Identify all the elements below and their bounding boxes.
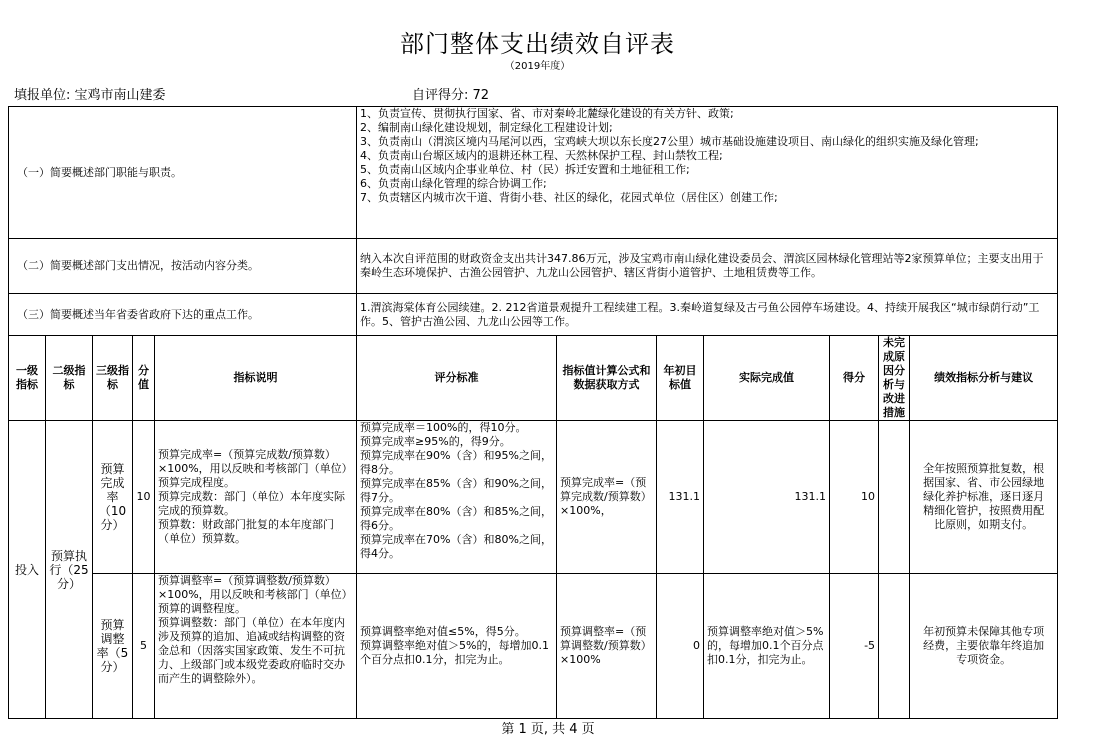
- section2-row: [9, 239, 1058, 294]
- section2-content: 纳入本次自评范围的财政资金支出共计347.86万元，涉及宝鸡市南山绿化建设委员会、渭滨区园林绿化管理站等2家预算单位；主要支出用于秦岭生态环境保护、古渔公园管护、九龙山公园管护、辖区背街小道管护、土地租赁费等工作。: [357, 239, 1058, 294]
- analysis-cell: 年初预算未保障其他专项经费，主要依靠年终追加专项资金。: [910, 574, 1058, 719]
- level1-cell: 投入: [9, 421, 46, 719]
- header-criteria: 评分标准: [357, 336, 557, 421]
- reason-cell: [879, 421, 910, 574]
- baseline-cell: 131.1: [657, 421, 704, 574]
- criteria-cell: 预算调整率绝对值≤5%，得5分。 预算调整率绝对值＞5%的，每增加0.1个百分点扣0.1分，扣完为止。: [357, 574, 557, 719]
- page-footer: 第 1 页, 共 4 页: [501, 722, 595, 737]
- reason-cell: [879, 574, 910, 719]
- section3-content: 1.渭滨海棠体育公园续建。2. 212省道景观提升工程续建工程。3.秦岭道复绿及古弓鱼公园停车场建设。4、持续开展我区“城市绿荫行动”工作。5、管护古渔公园、九龙山公园等工作。: [357, 294, 1058, 336]
- table-row: [9, 421, 1058, 574]
- section1-row: [9, 107, 1058, 239]
- header-description: 指标说明: [155, 336, 357, 421]
- baseline-cell: 0: [657, 574, 704, 719]
- header-actual: 实际完成值: [704, 336, 830, 421]
- formula-cell: 预算完成率=（预算完成数/预算数）×100%，: [557, 421, 657, 574]
- header-level2: 二级指标: [46, 336, 93, 421]
- section3-label: （三）简要概述当年省委省政府下达的重点工作。: [9, 294, 357, 336]
- header-row: [9, 336, 1058, 421]
- header-level1: 一级指标: [9, 336, 46, 421]
- description-cell: 预算调整率=（预算调整数/预算数）×100%，用以反映和考核部门（单位）预算的调整程度。 预算调整数：部门（单位）在本年度内涉及预算的追加、追减或结构调整的资金总和（因落实国家政策、发生不可抗力、上级部门或本级党委政府临时交办而产生的调整除外）。: [158, 574, 353, 685]
- actual-cell: 131.1: [704, 421, 830, 574]
- header-formula: 指标值计算公式和数据获取方式: [557, 336, 657, 421]
- analysis-cell: 全年按照预算批复数，根据国家、省、市公园绿地绿化养护标准，逐日逐月精细化管护，按照费用配比原则，如期支付。: [910, 421, 1058, 574]
- section1-content: 1、负责宣传、贯彻执行国家、省、市对秦岭北麓绿化建设的有关方针、政策; 2、编制南山绿化建设规划，制定绿化工程建设计划; 3、负责南山（渭滨区境内马尾河以西，宝鸡峡大坝以东长度27公里）城市基础设施建设项目、南山绿化的组织实施及绿化管理; 4、负责南山台塬区域内的退耕还林工程、天然林保护工程、封山禁牧工程; 5、负责南山区域内企事业单位、村（民）拆迁安置和土地征租工作; 6、负责南山绿化管理的综合协调工作; 7、负责辖区内城市次干道、背街小巷、社区的绿化，花园式单位（居住区）创建工作;: [357, 107, 1058, 239]
- formula-cell: 预算调整率=（预算调整数/预算数）×100%: [557, 574, 657, 719]
- criteria-cell: 预算完成率＝100%的，得10分。 预算完成率≥95%的，得9分。 预算完成率在90%（含）和95%之间，得8分。 预算完成率在85%（含）和90%之间，得7分。 预算完成率在80%（含）和85%之间，得6分。 预算完成率在70%（含）和80%之间，得4分。: [360, 421, 552, 560]
- self-score: 自评得分: 72: [412, 88, 490, 103]
- section2-label: （二）简要概述部门支出情况，按活动内容分类。: [9, 239, 357, 294]
- points-cell: 5: [133, 574, 155, 719]
- points-cell: 10: [133, 421, 155, 574]
- header-baseline: 年初目标值: [657, 336, 704, 421]
- score-cell: 10: [830, 421, 879, 574]
- level2-cell: 预算执行（25分）: [46, 421, 93, 719]
- table-row: [9, 574, 1058, 719]
- header-level3: 三级指标: [93, 336, 133, 421]
- fill-unit: 填报单位: 宝鸡市南山建委: [14, 88, 166, 103]
- header-reason: 未完成原因分析与改进措施: [879, 336, 910, 421]
- section3-row: [9, 294, 1058, 336]
- level3-cell: 预算完成率（10分）: [93, 421, 133, 574]
- header-analysis: 绩效指标分析与建议: [910, 336, 1058, 421]
- section1-label: （一）简要概述部门职能与职责。: [9, 107, 357, 239]
- fiscal-year: （2019年度）: [504, 61, 571, 72]
- performance-table: [8, 106, 1058, 719]
- description-cell: 预算完成率=（预算完成数/预算数）×100%，用以反映和考核部门（单位）预算完成程度。 预算完成数：部门（单位）本年度实际完成的预算数。 预算数：财政部门批复的本年度部门（单位）预算数。: [155, 421, 357, 574]
- level3-cell: 预算调整率（5分）: [93, 574, 133, 719]
- header-points: 分值: [133, 336, 155, 421]
- page-title: 部门整体支出绩效自评表: [400, 30, 675, 58]
- header-score: 得分: [830, 336, 879, 421]
- score-cell: -5: [830, 574, 879, 719]
- actual-cell: 预算调整率绝对值＞5%的，每增加0.1个百分点扣0.1分，扣完为止。: [704, 574, 830, 719]
